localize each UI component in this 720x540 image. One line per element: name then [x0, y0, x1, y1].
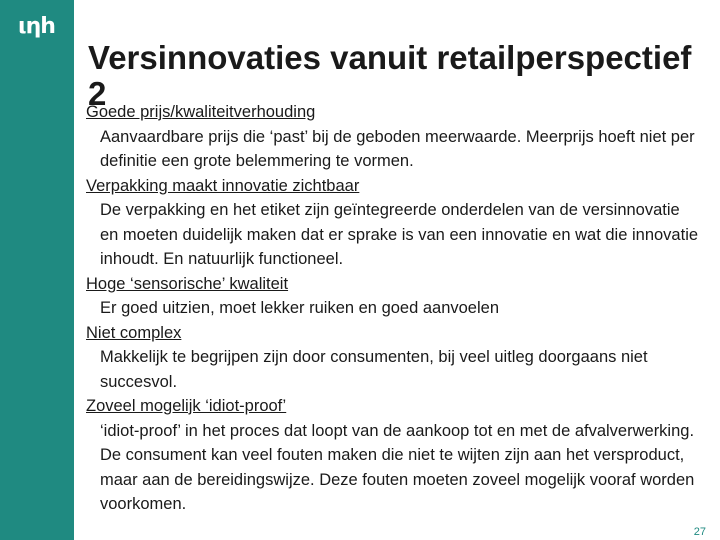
inholland-logo: ιηh — [18, 14, 55, 39]
list-item — [86, 272, 701, 321]
item-body-sensorisch: Er goed uitzien, moet lekker ruiken en goed aanvoelen — [100, 299, 500, 317]
sidebar-band — [0, 0, 74, 540]
list-item — [86, 394, 701, 517]
item-body-prijs: Aanvaardbare prijs die ‘past’ bij de geboden meerwaarde. Meerprijs hoeft niet per definitie een grote belemmering te vormen. — [100, 127, 695, 170]
slide-title: Versinnovaties vanuit retailperspectief 2 — [88, 39, 692, 112]
item-heading-prijs: Goede prijs/kwaliteitverhouding — [86, 103, 316, 121]
list-item — [86, 100, 701, 174]
item-heading-sensorisch: Hoge ‘sensorische’ kwaliteit — [86, 274, 289, 293]
list-item — [86, 321, 701, 395]
page-number: 27 — [693, 526, 706, 538]
item-heading-idiotproof: Zoveel mogelijk ‘idiot-proof’ — [86, 397, 287, 415]
item-body-verpakking: De verpakking en het etiket zijn geïntegreerde onderdelen van de versinnovatie en moeten duidelijk maken dat er sprake is van een innovatie en wat die innovatie inhoudt. En natuurlijk functioneel. — [100, 201, 699, 268]
item-body-idiotproof: ‘idiot-proof’ in het proces dat loopt van de aankoop tot en met de afvalverwerking. De consument kan veel fouten maken die niet te wijten zijn aan het versproduct, maar aan de bereidingswijze. Deze fouten moeten zoveel mogelijk vooraf worden voorkomen. — [100, 421, 695, 513]
item-body-complex: Makkelijk te begrijpen zijn door consumenten, bij veel uitleg doorgaans niet succesvol. — [100, 348, 648, 391]
item-heading-complex: Niet complex — [86, 323, 182, 342]
list-item — [86, 174, 701, 272]
item-heading-verpakking: Verpakking maakt innovatie zichtbaar — [86, 176, 360, 195]
slide-content — [86, 100, 701, 517]
